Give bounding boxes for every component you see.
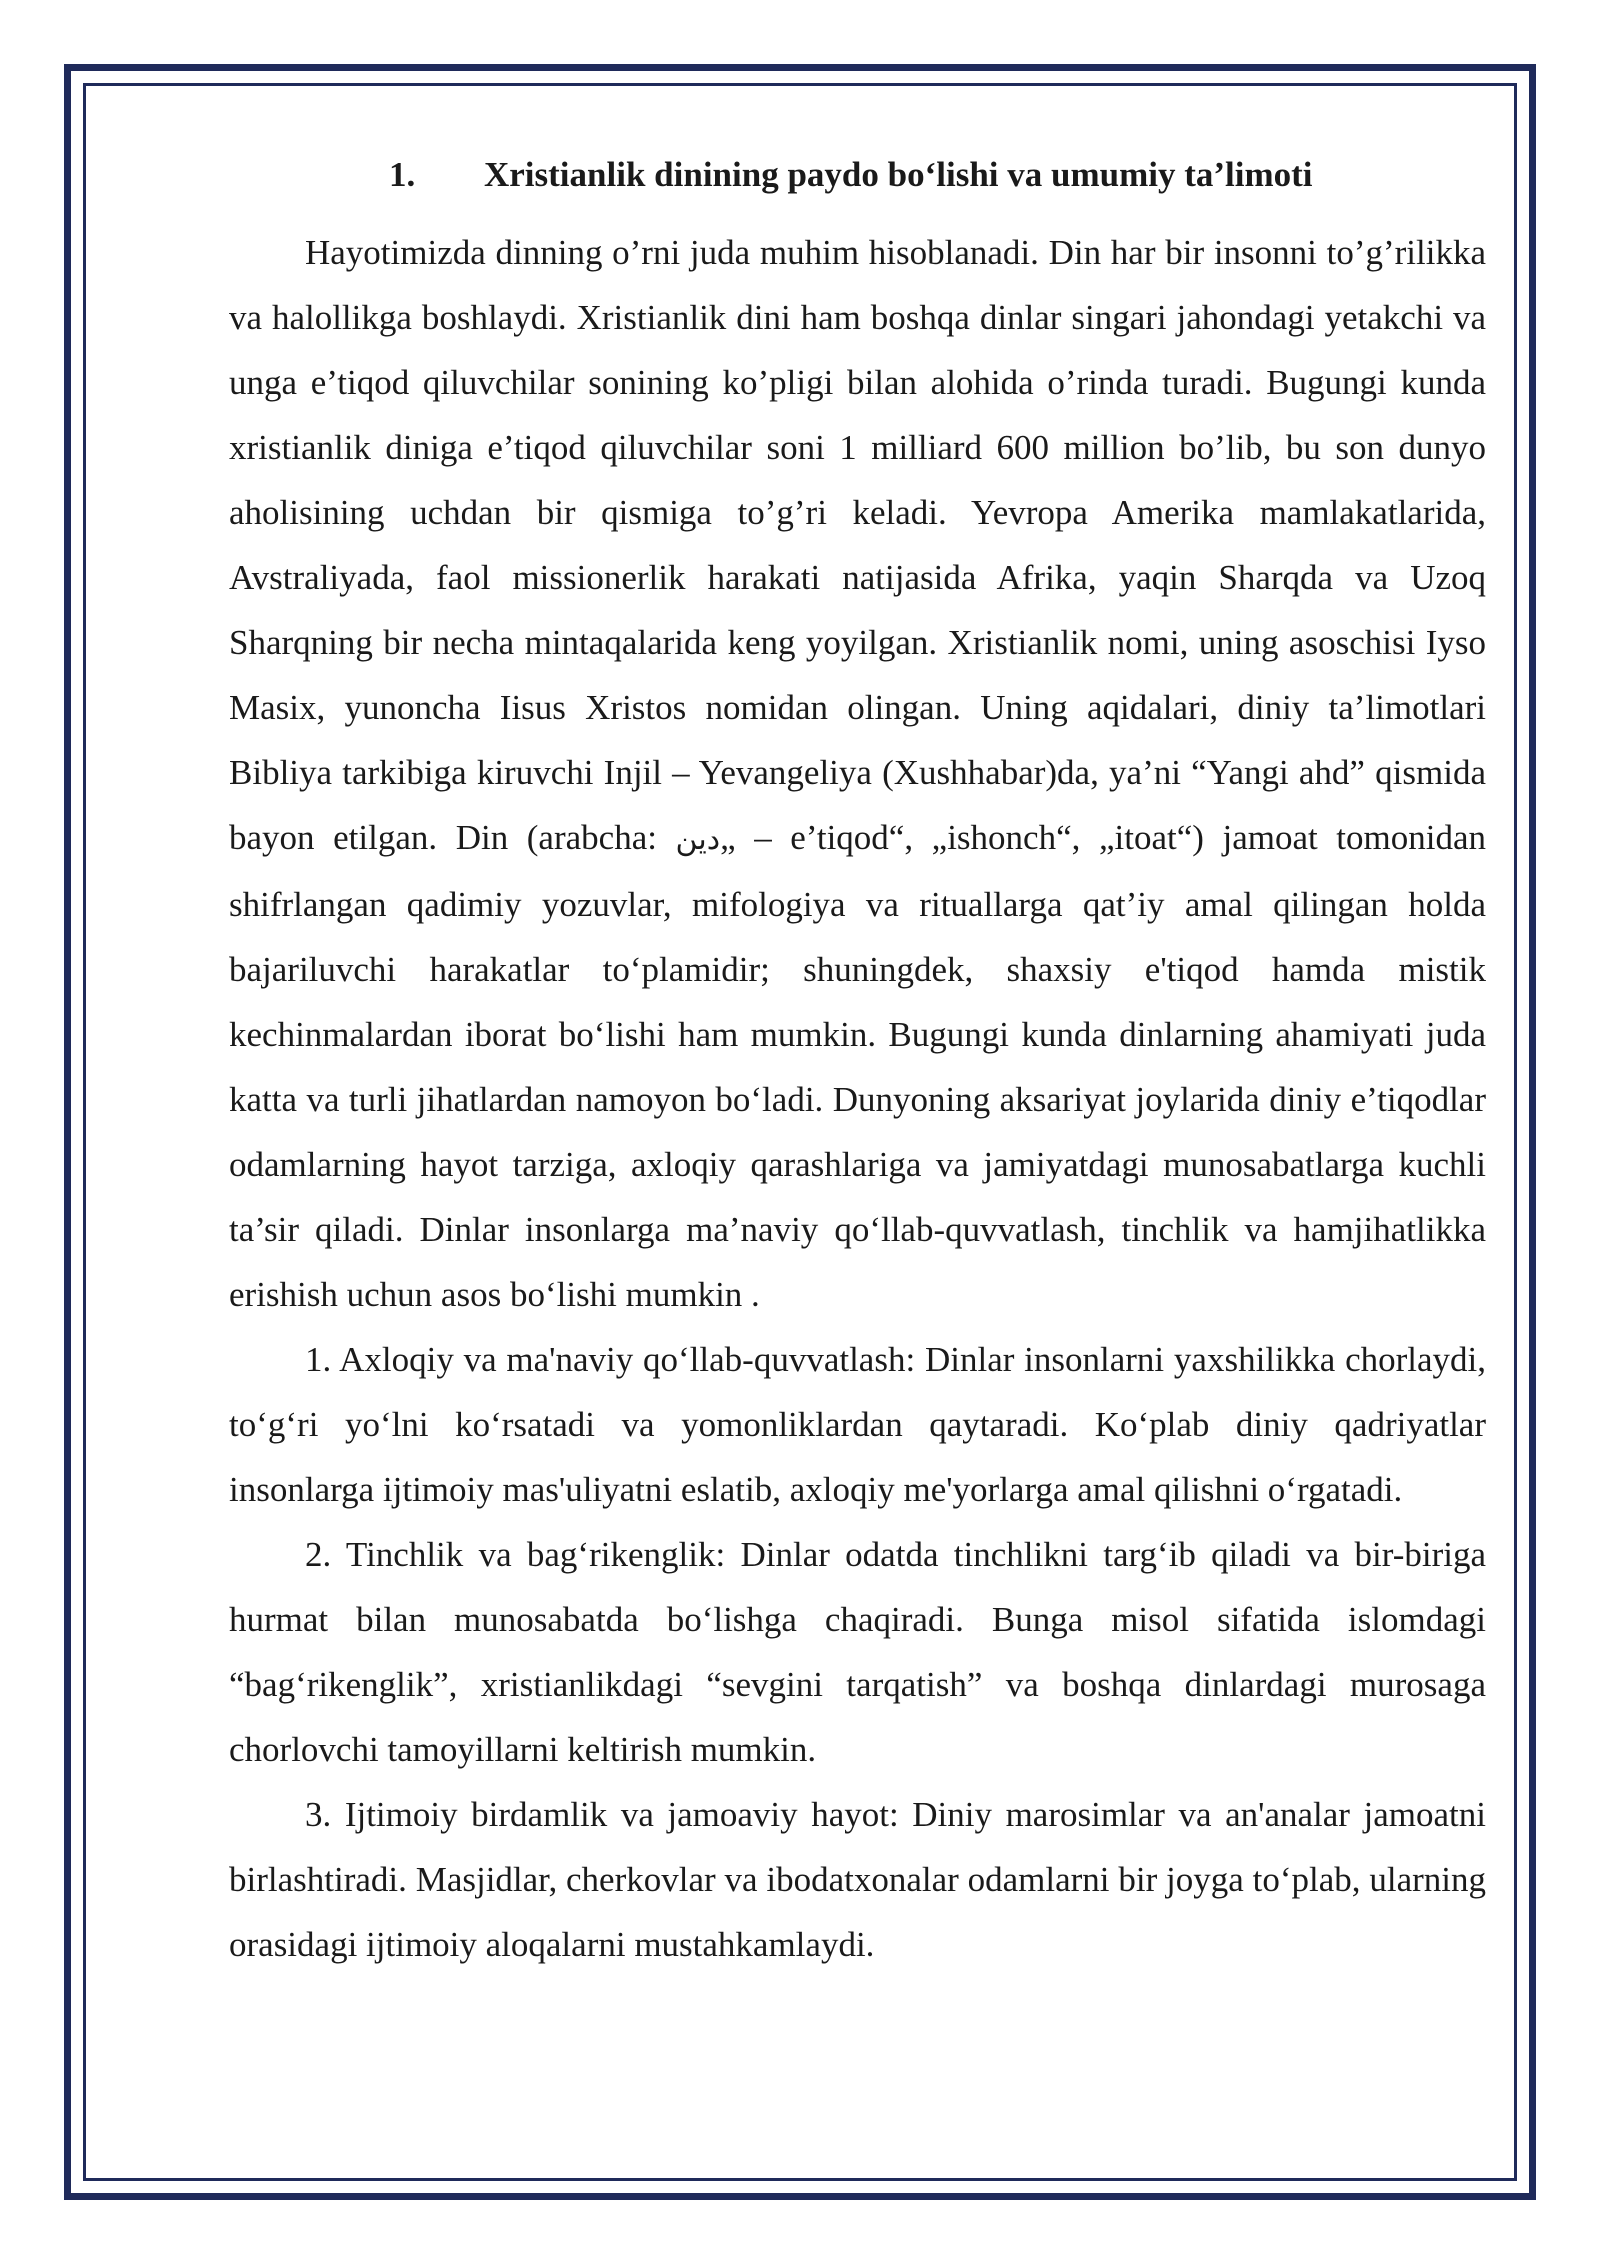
intro-paragraph-text-a: Hayotimizda dinning o’rni juda muhim hisoblanadi. Din har bir insonni to’g’rilikka va halollikga boshlaydi. Xristianlik dini ham boshqa dinlar singari jahondagi yetakchi va unga e’tiqod qiluvchilar sonining ko’pligi bilan alohida o’rinda turadi. Bugungi kunda xristianlik diniga e’tiqod qiluvchilar soni 1 milliard 600 million bo’lib, bu son dunyo aholisining uchdan bir qismiga to’g’ri keladi. Yevropa Amerika mamlakatlarida, Avstraliyada, faol missionerlik harakati natijasida Afrika, yaqin Sharqda va Uzoq Sharqning bir necha mintaqalarida keng yoyilgan. Xristianlik nomi, uning asoschisi Iyso Masix, yunoncha Iisus Xristos nomidan olingan. Uning aqidalari, diniy ta’limotlari Bibliya tarkibiga kiruvchi Injil – Yevangeliya (Xushhabar)da, ya’ni “Yangi ahd” qismida bayon etilgan. Din (arabcha: <box>229 233 1486 857</box>
section-heading <box>229 150 1486 200</box>
section-number: 1. <box>389 155 416 194</box>
intro-paragraph <box>229 220 1486 1327</box>
document-body <box>229 150 1486 1977</box>
section-title: Xristianlik dinining paydo bo‘lishi va umumiy ta’limoti <box>484 155 1313 194</box>
list-item: 1. Axloqiy va ma'naviy qo‘llab-quvvatlash: Dinlar insonlarni yaxshilikka chorlaydi, to‘g‘ri yo‘lni ko‘rsatadi va yomonliklardan qaytaradi. Ko‘plab diniy qadriyatlar insonlarga ijtimoiy mas'uliyatni eslatib, axloqiy me'yorlarga amal qilishni o‘rgatadi. <box>229 1340 1486 1509</box>
list-item: 3. Ijtimoiy birdamlik va jamoaviy hayot: Diniy marosimlar va an'analar jamoatni birlashtiradi. Masjidlar, cherkovlar va ibodatxonalar odamlarni bir joyga to‘plab, ularning orasidagi ijtimoiy aloqalarni mustahkamlaydi. <box>229 1795 1486 1964</box>
intro-paragraph-text-b: „ – e’tiqod“, „ishonch“, „itoat“) jamoat tomonidan shifrlangan qadimiy yozuvlar, mifologiya va rituallarga qat’iy amal qilingan holda bajariluvchi harakatlar to‘plamidir; shuningdek, shaxsiy e'tiqod hamda mistik kechinmalardan iborat bo‘lishi ham mumkin. Bugungi kunda dinlarning ahamiyati juda katta va turli jihatlardan namoyon bo‘ladi. Dunyoning aksariyat joylarida diniy e’tiqodlar odamlarning hayot tarziga, axloqiy qarashlariga va jamiyatdagi munosabatlarga kuchli ta’sir qiladi. Dinlar insonlarga ma’naviy qo‘llab-quvvatlash, tinchlik va hamjihatlikka erishish uchun asos bo‘lishi mumkin . <box>229 818 1487 1314</box>
list-item: 2. Tinchlik va bag‘rikenglik: Dinlar odatda tinchlikni targ‘ib qiladi va bir-biriga hurmat bilan munosabatda bo‘lishga chaqiradi. Bunga misol sifatida islomdagi “bag‘rikenglik”, xristianlikdagi “sevgini tarqatish” va boshqa dinlardagi murosaga chorlovchi tamoyillarni keltirish mumkin. <box>229 1535 1486 1769</box>
arabic-word: دين <box>675 822 721 857</box>
